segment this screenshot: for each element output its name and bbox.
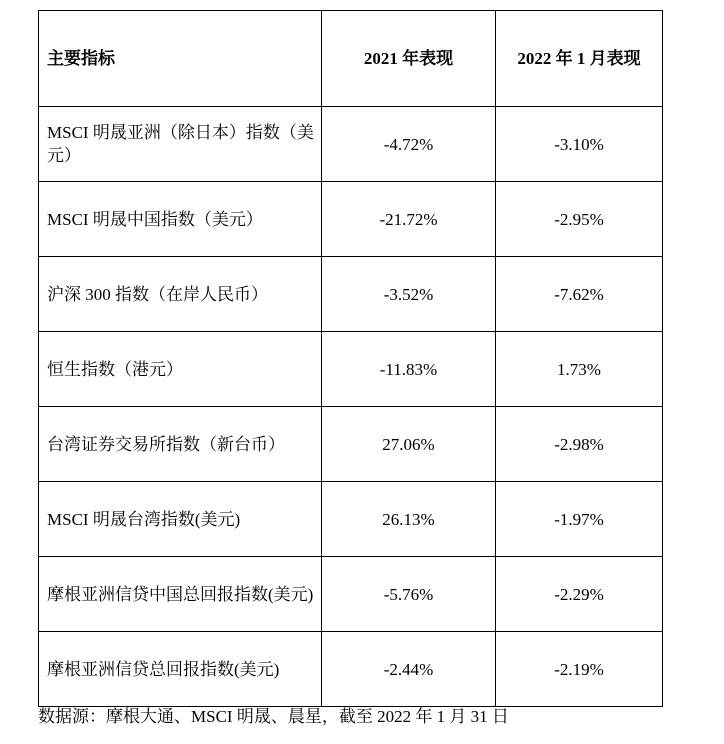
value-2021: -11.83% — [322, 332, 496, 407]
value-jan-2022: 1.73% — [496, 332, 663, 407]
indicator-name: MSCI 明晟亚洲（除日本）指数（美元） — [39, 107, 322, 182]
indicator-name: 台湾证券交易所指数（新台币） — [39, 407, 322, 482]
header-jan-2022: 2022 年 1 月表现 — [496, 11, 663, 107]
performance-table — [38, 10, 663, 707]
indicator-name: MSCI 明晟台湾指数(美元) — [39, 482, 322, 557]
table-row — [39, 632, 663, 707]
value-2021: -4.72% — [322, 107, 496, 182]
value-2021: -2.44% — [322, 632, 496, 707]
value-jan-2022: -2.29% — [496, 557, 663, 632]
value-2021: -21.72% — [322, 182, 496, 257]
table-header-row — [39, 11, 663, 107]
value-2021: -5.76% — [322, 557, 496, 632]
value-2021: -3.52% — [322, 257, 496, 332]
value-jan-2022: -2.19% — [496, 632, 663, 707]
indicator-name: MSCI 明晟中国指数（美元） — [39, 182, 322, 257]
table-row — [39, 482, 663, 557]
value-jan-2022: -3.10% — [496, 107, 663, 182]
header-2021: 2021 年表现 — [322, 11, 496, 107]
value-2021: 27.06% — [322, 407, 496, 482]
table-row — [39, 257, 663, 332]
table-row — [39, 182, 663, 257]
indicator-name: 恒生指数（港元） — [39, 332, 322, 407]
table-row — [39, 107, 663, 182]
table-row — [39, 407, 663, 482]
table-row — [39, 557, 663, 632]
indicator-name: 沪深 300 指数（在岸人民币） — [39, 257, 322, 332]
value-jan-2022: -2.98% — [496, 407, 663, 482]
value-2021: 26.13% — [322, 482, 496, 557]
indicator-name: 摩根亚洲信贷中国总回报指数(美元) — [39, 557, 322, 632]
source-note: 数据源：摩根大通、MSCI 明晟、晨星，截至 2022 年 1 月 31 日 — [38, 707, 509, 726]
value-jan-2022: -1.97% — [496, 482, 663, 557]
indicator-name: 摩根亚洲信贷总回报指数(美元) — [39, 632, 322, 707]
header-indicator: 主要指标 — [39, 11, 322, 107]
value-jan-2022: -2.95% — [496, 182, 663, 257]
value-jan-2022: -7.62% — [496, 257, 663, 332]
table-row — [39, 332, 663, 407]
